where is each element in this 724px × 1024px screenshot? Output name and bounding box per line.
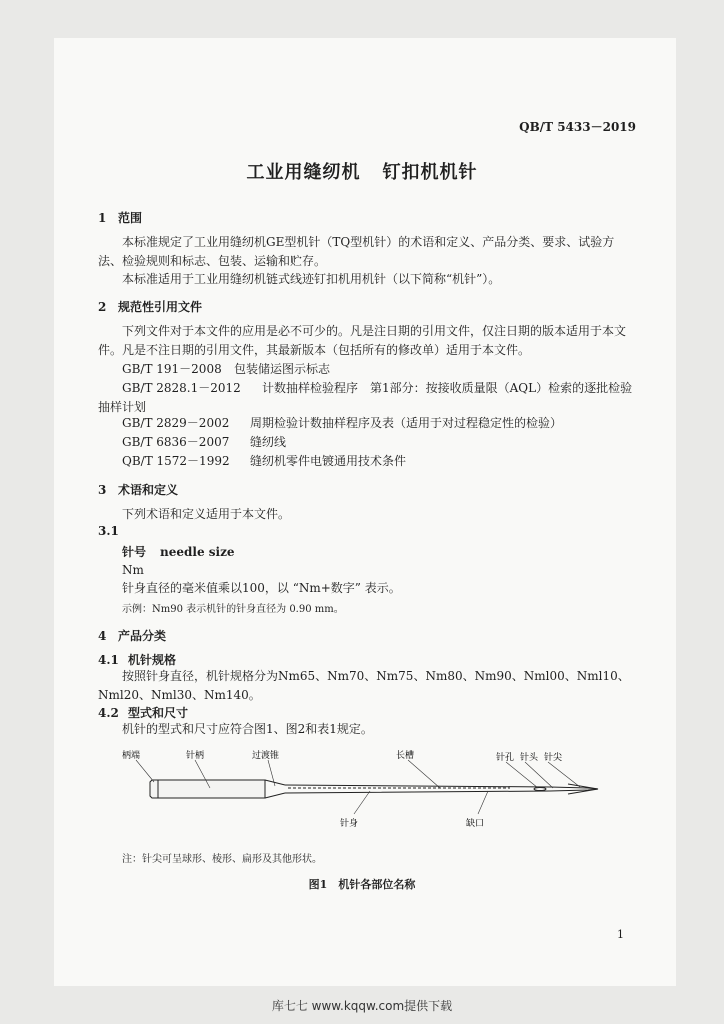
needle-outline xyxy=(150,780,598,798)
section-4-1-heading: 4.1 机针规格 xyxy=(98,653,177,667)
section-1-para-2: 本标准适用于工业用缝纫机链式线迹钉扣机用机针（以下简称“机针”）。 xyxy=(122,272,501,286)
term-number: 3.1 xyxy=(98,524,119,538)
term-symbol: Nm xyxy=(122,563,144,577)
figure-note: 注：针尖可呈球形、棱形、扁形及其他形状。 xyxy=(122,854,322,865)
label-point: 针尖 xyxy=(544,753,563,763)
section-4-2-heading: 4.2 型式和尺寸 xyxy=(98,706,189,720)
section-1-heading: 1 范围 xyxy=(98,211,143,225)
term-heading: 针号 needle size xyxy=(122,545,235,559)
title-part1: 工业用缝纫机 xyxy=(246,162,361,183)
label-shank: 针柄 xyxy=(186,751,205,761)
ref-item: QB/T 1572－1992 缝纫机零件电镀通用技术条件 xyxy=(122,454,407,468)
label-eye: 针孔 xyxy=(496,753,515,763)
label-shank-end: 柄端 xyxy=(122,751,141,761)
download-footer: 库七七 www.kqqw.com提供下载 xyxy=(271,999,453,1013)
section-4-1-text: 按照针身直径，机针规格分为Nm65、Nm70、Nm75、Nm80、Nm90、Nml00、Nml10、Nml20、Nml30、Nm140。 xyxy=(98,669,630,702)
title-part2: 钉扣机机针 xyxy=(382,162,478,183)
term-example: 示例：Nm90 表示机针的针身直径为 0.90 mm。 xyxy=(122,604,344,615)
section-2-heading: 2 规范性引用文件 xyxy=(98,300,203,314)
ref-item: GB/T 2828.1－2012 计数抽样检验程序 第1部分：按接收质量限（AQL）检索的逐批检验抽样计划 xyxy=(98,381,633,414)
section-2-para-1: 下列文件对于本文件的应用是必不可少的。凡是注日期的引用文件，仅注日期的版本适用于本文件。凡是不注日期的引用文件，其最新版本（包括所有的修改单）适用于本文件。 xyxy=(98,324,627,357)
needle-diagram xyxy=(110,746,610,836)
section-1-para-1: 本标准规定了工业用缝纫机GE型机针（TQ型机针）的术语和定义、产品分类、要求、试验方法、检验规则和标志、包装、运输和贮存。 xyxy=(98,235,615,268)
ref-item: GB/T 6836－2007 缝纫线 xyxy=(122,435,287,449)
standard-number: QB/T 5433－2019 xyxy=(519,120,636,134)
figure-caption: 图1 机针各部位名称 xyxy=(308,878,416,891)
document-title xyxy=(0,158,724,184)
label-taper: 过渡锥 xyxy=(252,751,280,761)
term-definition: 针身直径的毫米值乘以100，以 “Nm+数字” 表示。 xyxy=(122,581,401,595)
ref-item: GB/T 191－2008 包装储运图示标志 xyxy=(122,362,331,376)
label-scarf: 缺口 xyxy=(466,819,485,829)
section-3-heading: 3 术语和定义 xyxy=(98,483,179,497)
section-4-heading: 4 产品分类 xyxy=(98,629,167,643)
label-long-groove: 长槽 xyxy=(396,751,415,761)
page-number: 1 xyxy=(617,928,624,941)
section-3-para-1: 下列术语和定义适用于本文件。 xyxy=(122,507,291,521)
label-head: 针头 xyxy=(520,753,539,763)
section-4-2-text: 机针的型式和尺寸应符合图1、图2和表1规定。 xyxy=(122,722,373,736)
label-blade: 针身 xyxy=(340,819,359,829)
ref-item: GB/T 2829－2002 周期检验计数抽样程序及表（适用于对过程稳定性的检验） xyxy=(122,416,563,430)
